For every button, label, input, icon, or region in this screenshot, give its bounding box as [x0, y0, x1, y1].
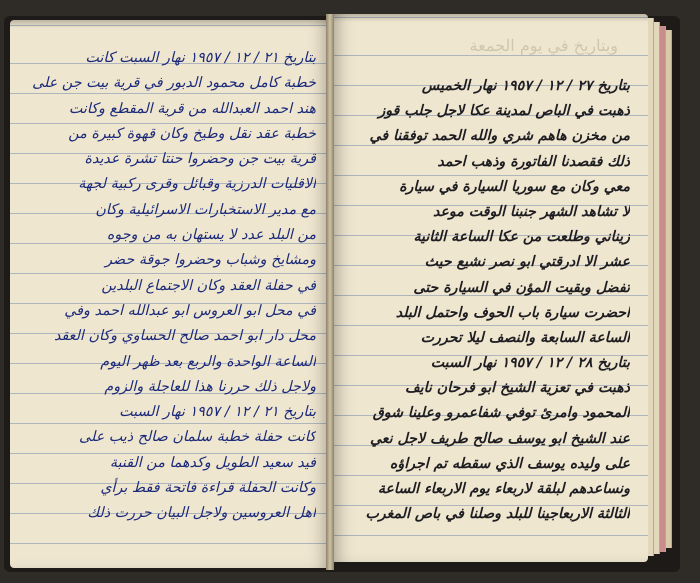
handwritten-line: لا تشاهد الشهر جنبنا الوقت موعد: [432, 203, 630, 220]
handwritten-line: ومشايخ وشباب وحضروا جوقة حضر: [105, 252, 316, 269]
handwritten-line: هند احمد العبدالله من قرية المقطع وكانت: [68, 100, 316, 117]
handwritten-line: بتاريخ ٢١ / ١٢ / ١٩٥٧ نهار السبت كانت: [85, 50, 316, 66]
handwritten-line: الاقليات الدرزية وقبائل وقرى ركبية لجهة: [78, 176, 316, 193]
handwritten-line: من البلد عدد لا يستهان به من وجوه: [106, 227, 316, 244]
handwritten-line: خطبة عقد نقل وطيخ وكان قهوة كبيرة من: [68, 125, 316, 142]
handwritten-line: بتاريخ ٢٨ / ١٢ / ١٩٥٧ نهار السبت: [430, 355, 630, 372]
page-stack-edge: [654, 22, 660, 554]
handwritten-line: في حفلة العقد وكان الاجتماع البلدين: [101, 277, 316, 294]
handwritten-line: ذهبت في تعزية الشيخ ابو فرحان نايف: [404, 380, 630, 397]
right-page-text: [330, 74, 648, 527]
handwritten-line: اهل العروسين ولاجل البيان حررت ذلك: [87, 505, 316, 522]
handwritten-line: ونساعدهم لبلقة لاربعاء يوم الاربعاء الساعة: [377, 481, 630, 497]
handwritten-line: معي وكان مع سوريا السيارة في سيارة: [399, 178, 630, 195]
handwritten-line: بتاريخ ٢٧ / ١٢ / ١٩٥٧ نهار الخميس: [421, 78, 630, 94]
handwritten-line: المحمود وامرئ توفي شفاعمرو وعلينا شوق: [372, 405, 630, 422]
faded-header-text: وبتاريخ في يوم الجمعة: [469, 36, 618, 55]
handwritten-line: خطبة كامل محمود الدبور في قرية بيت جن على: [32, 75, 316, 92]
handwritten-line: ولاجل ذلك حررنا هذا للعاجلة والزوم: [104, 378, 316, 395]
handwritten-line: ذلك فقصدنا الفاتورة وذهب احمد: [437, 153, 630, 170]
handwritten-line: الساعة السابعة والنصف ليلا تحررت: [420, 329, 630, 346]
handwritten-line: تفضل وبقيت المؤن في السيارة حتى: [413, 279, 630, 296]
handwritten-line: الساعة الواحدة والربع بعد ظهر اليوم: [100, 353, 316, 370]
handwritten-line: قرية بيت جن وحضروا حنتا تشرة عديدة: [84, 151, 316, 168]
right-page: [330, 14, 648, 562]
page-stack-edge: [660, 26, 666, 552]
handwritten-line: فيد سعيد الطويل وكدهما من القنبة: [109, 454, 316, 471]
handwritten-line: ذهبت في الباص لمدينة عكا لاجل جلب قوز: [378, 103, 630, 120]
handwritten-line: محل دار ابو احمد صالح الحساوي وكان العقد: [53, 328, 316, 345]
page-stack-edge: [648, 18, 654, 556]
handwritten-line: بتاريخ ٢١ / ١٢ / ١٩٥٧ نهار السبت: [119, 404, 316, 421]
handwritten-line: عند الشيخ ابو يوسف صالح طريف لاجل نعي: [369, 430, 630, 447]
handwritten-line: في محل ابو العروس ابو عبدالله احمد وفي: [64, 302, 316, 319]
handwritten-line: مع مدير الاستخبارات الاسرائيلية وكان: [95, 201, 316, 218]
handwritten-line: عشر الا ادرقتي ابو نصر نشيع حيث: [424, 254, 630, 271]
handwritten-line: احضرت سيارة باب الحوف واحتمل البلد: [395, 304, 630, 321]
handwritten-line: على وليده يوسف الذي سقطه تم اجراؤه: [389, 455, 630, 472]
handwritten-line: وكانت الحفلة قراءة فاتحة فقط برأي: [100, 480, 316, 497]
handwritten-line: زيناني وطلعت من عكا الساعة الثانية: [413, 229, 630, 246]
handwritten-line: من مخزن هاهم شري والله الحمد توفقنا في: [369, 128, 630, 145]
left-page: [10, 20, 330, 568]
left-page-text: [10, 46, 330, 527]
handwritten-line: كانت حفلة خطبة سلمان صالح ذيب على: [79, 429, 316, 446]
handwritten-line: الثالثة الاربعاجينا للبلد وصلنا في باص المغرب: [365, 506, 630, 523]
page-shadow: [10, 20, 330, 28]
book-spine-gutter: [326, 14, 334, 570]
page-shadow: [330, 14, 648, 22]
page-stack-edge: [666, 30, 672, 548]
